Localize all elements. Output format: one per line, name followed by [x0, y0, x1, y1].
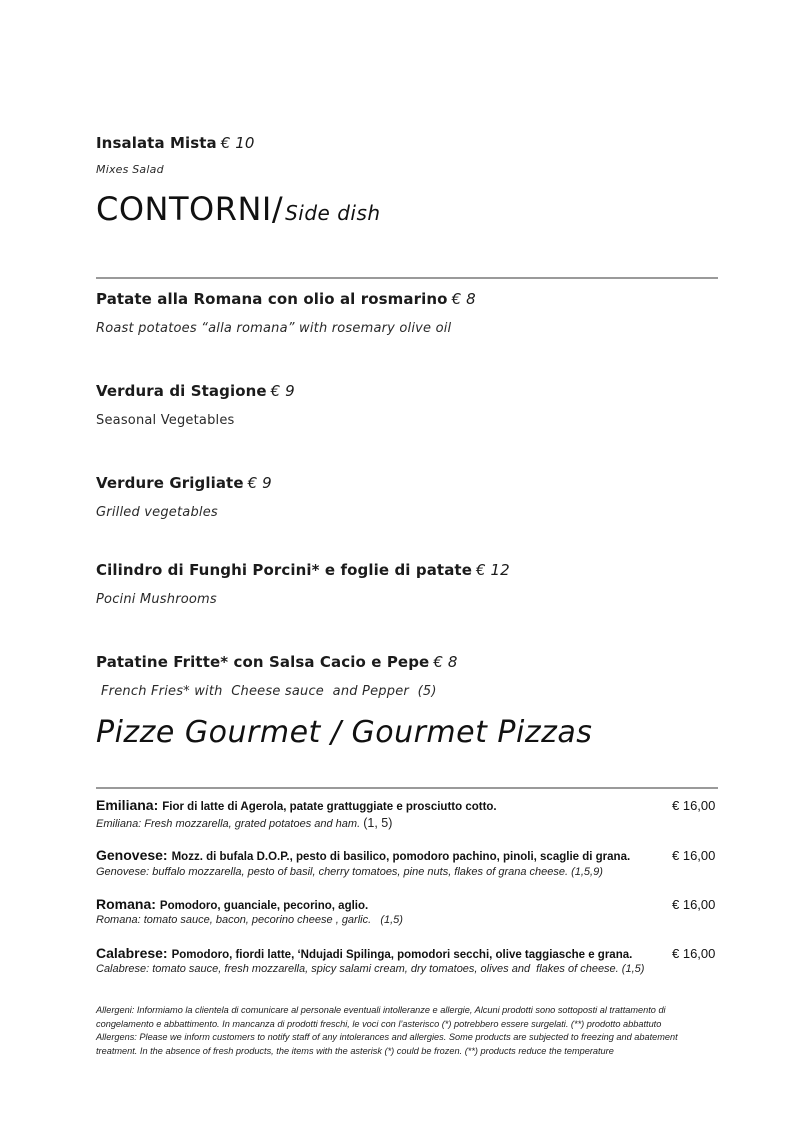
menu-item	[96, 561, 510, 579]
pizza-item-genovese	[96, 847, 630, 865]
allergen-notice-line: Allergeni: Informiamo la clientela di comunicare al personale eventuali intolleranze e allergie, Alcuni prodotti sono sottoposti al trattamento di	[96, 1005, 666, 1015]
allergen-notice-line: treatment. In the absence of fresh products, the items with the asterisk (*) could be frozen. (**) products reduce the temperature	[96, 1045, 614, 1056]
pizza-description: Genovese: buffalo mozzarella, pesto of basil, cherry tomatoes, pine nuts, flakes of grana cheese. (1,5,9)	[96, 866, 603, 878]
item-description: Grilled vegetables	[96, 505, 218, 520]
pizza-description: Romana: tomato sauce, bacon, pecorino cheese , garlic. (1,5)	[96, 914, 403, 926]
pizza-price: € 16,00	[672, 848, 716, 863]
menu-item	[96, 382, 295, 400]
item-description: Pocini Mushrooms	[96, 592, 217, 607]
item-price: € 10	[220, 134, 255, 152]
section-heading-contorni	[96, 190, 381, 228]
pizza-description-text: Emiliana: Fresh mozzarella, grated potatoes and ham.	[96, 818, 361, 830]
item-name: Insalata Mista	[96, 134, 217, 152]
menu-item	[96, 474, 272, 492]
item-description: Mixes Salad	[96, 163, 164, 176]
allergen-notice-line: congelamento e abbattimento. In mancanza di prodotti freschi, le voci con l’asterisco (*) potrebbero essere surgelati. (**) prodotto abbattuto	[96, 1018, 662, 1029]
section-divider	[96, 277, 718, 279]
item-name: Patate alla Romana con olio al rosmarino	[96, 290, 448, 308]
pizza-ingredients: Mozz. di bufala D.O.P., pesto di basilico, pomodoro pachino, pinoli, scaglie di grana.	[171, 851, 631, 863]
section-subtitle: Side dish	[285, 201, 381, 225]
allergen-notice-line: Allergens: Please we inform customers to notify staff of any intolerances and allergies. Some products are subjected to freezing and abatement	[96, 1032, 678, 1042]
pizza-item-calabrese	[96, 945, 632, 963]
item-description: Seasonal Vegetables	[96, 413, 235, 428]
pizza-name: Romana:	[96, 896, 156, 912]
pizza-name: Calabrese:	[96, 945, 168, 961]
pizza-item-emiliana	[96, 797, 497, 815]
item-price: € 9	[270, 382, 295, 400]
item-name: Verdure Grigliate	[96, 474, 244, 492]
pizza-allergens: (1, 5)	[363, 816, 393, 830]
section-divider	[96, 787, 718, 789]
pizza-price: € 16,00	[672, 798, 716, 813]
pizza-description: Calabrese: tomato sauce, fresh mozzarella, spicy salami cream, dry tomatoes, olives and flakes of cheese. (1,5)	[96, 963, 645, 975]
item-description: French Fries* with Cheese sauce and Pepper (5)	[101, 684, 437, 699]
pizza-price: € 16,00	[672, 946, 716, 961]
pizza-ingredients: Pomodoro, fiordi latte, ‘Ndujadi Spilinga, pomodori secchi, olive taggiasche e grana.	[171, 949, 633, 961]
item-price: € 8	[433, 653, 458, 671]
item-description: Roast potatoes “alla romana” with rosemary olive oil	[96, 321, 452, 336]
pizza-description	[96, 816, 392, 830]
item-name: Patatine Fritte* con Salsa Cacio e Pepe	[96, 653, 430, 671]
pizza-price: € 16,00	[672, 897, 716, 912]
pizza-ingredients: Pomodoro, guanciale, pecorino, aglio.	[159, 900, 369, 912]
menu-item	[96, 653, 457, 671]
pizza-name: Genovese:	[96, 847, 168, 863]
section-heading-pizze: Pizze Gourmet / Gourmet Pizzas	[96, 715, 593, 750]
pizza-name: Emiliana:	[96, 797, 159, 813]
item-price: € 8	[451, 290, 476, 308]
item-name: Cilindro di Funghi Porcini* e foglie di patate	[96, 561, 472, 579]
item-name: Verdura di Stagione	[96, 382, 267, 400]
item-price: € 12	[475, 561, 510, 579]
pizza-item-romana	[96, 896, 368, 914]
menu-item	[96, 290, 476, 308]
menu-item-insalata-mista	[96, 134, 255, 152]
allergen-notice	[96, 1004, 726, 1058]
item-price: € 9	[247, 474, 272, 492]
pizza-ingredients: Fior di latte di Agerola, patate grattuggiate e prosciutto cotto.	[162, 801, 497, 813]
section-title: CONTORNI/	[96, 190, 284, 228]
